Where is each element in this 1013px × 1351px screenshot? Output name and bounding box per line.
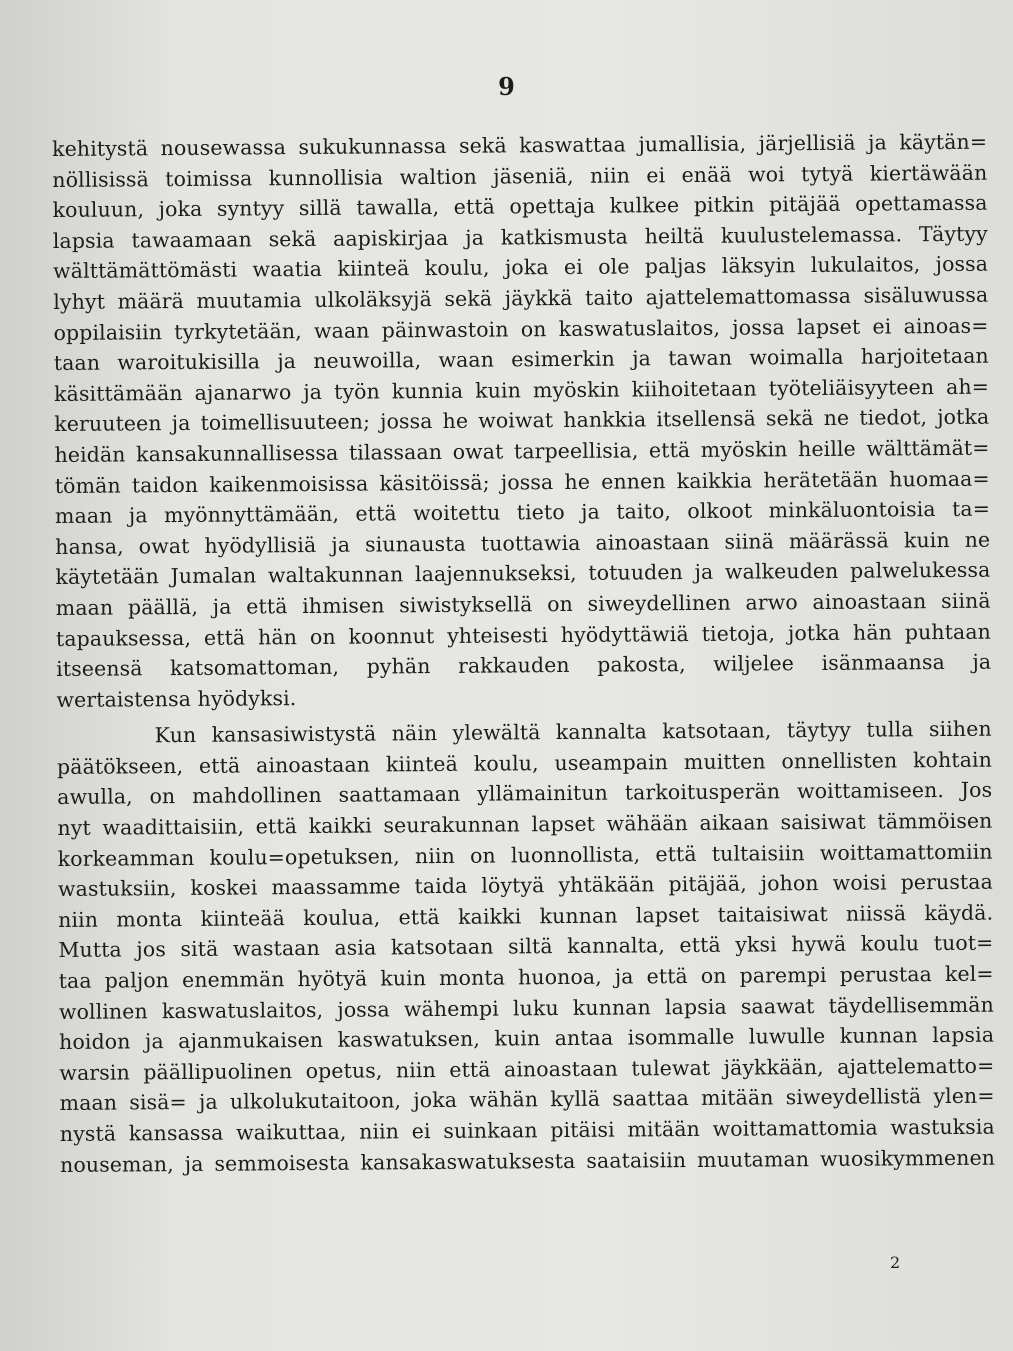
- text-line: nystä kansassa waikuttaa, niin ei suinkaan pitäisi mitään woittamattomia wastuksia: [59, 1114, 995, 1146]
- text-line: taan waroitukisilla ja neuwoilla, waan esimerkin ja tawan woimalla harjoitetaan: [53, 343, 989, 376]
- text-line: lyhyt määrä muutamia ulkoläksyjä sekä jäykkä taito ajattelemattomassa sisäluwussa: [53, 282, 989, 314]
- text-line: wollinen kaswatuslaitos, jossa wähempi luku kunnan lapsia saawat täydellisemmän: [58, 992, 994, 1024]
- text-line: Kun kansasiwistystä näin ylewältä kannalta katsotaan, täytyy tulla siihen: [154, 716, 992, 748]
- text-line: heidän kansakunnallisessa tilassaan owat tarpeellisia, että myöskin heille wälttämät=: [54, 435, 990, 467]
- text-line: taa paljon enemmän hyötyä kuin monta huonoa, ja että on parempi perustaa kel=: [58, 961, 994, 994]
- text-line: maan ja myönnyttämään, että woitettu tieto ja taito, olkoot minkäluontoisia ta=: [54, 496, 991, 529]
- text-line: käytetään Jumalan waltakunnan laajennukseksi, totuuden ja walkeuden palwelukessa: [55, 557, 991, 590]
- text-line: käsittämään ajanarwo ja työn kunnia kuin myöskin kiihoitetaan työteliäisyyteen ah=: [53, 374, 990, 406]
- printer-signature-mark: 2: [890, 1253, 901, 1272]
- text-line: hansa, owat hyödyllisiä ja siunausta tuottawia ainoastaan siinä määrässä kuin ne: [55, 527, 991, 559]
- text-line: nöllisissä toimissa kunnollisia waltion jäseniä, niin ei enää woi tytyä kiertäwään: [52, 160, 988, 192]
- text-line: tömän taidon kaikenmoisissa käsitöissä; jossa he ennen kaikkia herätetään huomaa=: [54, 466, 990, 498]
- text-line: tapauksessa, että hän on koonnut yhteisesti hyödyttäwiä tietoja, jotka hän puhtaan: [55, 619, 992, 651]
- text-line: itseensä katsomattoman, pyhän rakkauden pakosta, wiljelee isänmaansa ja: [56, 649, 992, 682]
- text-line: wastuksiin, koskei maassamme taida löytyä yhtäkään pitäjää, johon woisi perustaa: [57, 869, 993, 902]
- page-number: 9: [498, 72, 515, 101]
- text-line: päätökseen, että ainoastaan kiinteä koulu, useampain muitten onnellisten kohtain: [56, 747, 993, 779]
- text-line: kouluun, joka syntyy sillä tawalla, että opettaja kulkee pitkin pitäjää opettamassa: [52, 190, 988, 223]
- text-line: Mutta jos sitä wastaan asia katsotaan siltä kannalta, että yksi hywä koulu tuot=: [58, 931, 994, 963]
- text-line: wertaistensa hyödyksi.: [56, 685, 297, 712]
- text-line: warsin päällipuolinen opetus, niin että ainoastaan tulewat jäykkään, ajattelematto=: [59, 1053, 995, 1085]
- body-text: [52, 127, 995, 1180]
- text-line: awulla, on mahdollinen saattamaan yllämainitun tarkoitusperän woittamiseen. Jos: [57, 778, 993, 810]
- text-line: nyt waadittaisiin, että kaikki seurakunnan lapset wähään aikaan saisiwat tämmöisen: [57, 808, 993, 841]
- text-line: nouseman, ja semmoisesta kansakaswatuksesta saataisiin muutaman wuosikymmenen: [59, 1145, 996, 1177]
- text-line: maan sisä= ja ulkolukutaitoon, joka wähän kyllä saattaa mitään siweydellistä ylen=: [59, 1084, 995, 1116]
- text-line: niin monta kiinteää koulua, että kaikki kunnan lapset taitaisiwat niissä käydä.: [58, 900, 994, 932]
- text-line: korkeamman koulu=opetuksen, niin on luonnollista, että tultaisiin woittamattomiin: [57, 839, 993, 871]
- text-line: maan päällä, ja että ihmisen siwistyksellä on siweydellinen arwo ainoastaan siinä: [55, 588, 991, 620]
- text-line: kehitystä nousewassa sukukunnassa sekä kaswattaa jumallisia, järjellisiä ja käytän=: [52, 129, 988, 161]
- text-line: hoidon ja ajanmukaisen kaswatuksen, kuin antaa isommalle luwulle kunnan lapsia: [59, 1022, 995, 1055]
- text-line: wälttämättömästi waatia kiinteä koulu, joka ei ole paljas läksyin lukulaitos, jossa: [52, 252, 989, 284]
- text-line: oppilaisiin tyrkytetään, waan päinwastoin on kaswatuslaitos, jossa lapset ei ainoas=: [53, 313, 989, 345]
- paragraph-2: [57, 714, 996, 1180]
- text-line: keruuteen ja toimellisuuteen; jossa he woiwat hankkia itsellensä sekä ne tiedot, jotka: [54, 404, 990, 437]
- paragraph-1: [52, 127, 992, 716]
- text-line: lapsia tawaamaan sekä aapiskirjaa ja katkismusta heiltä kuulustelemassa. Täytyy: [52, 221, 988, 253]
